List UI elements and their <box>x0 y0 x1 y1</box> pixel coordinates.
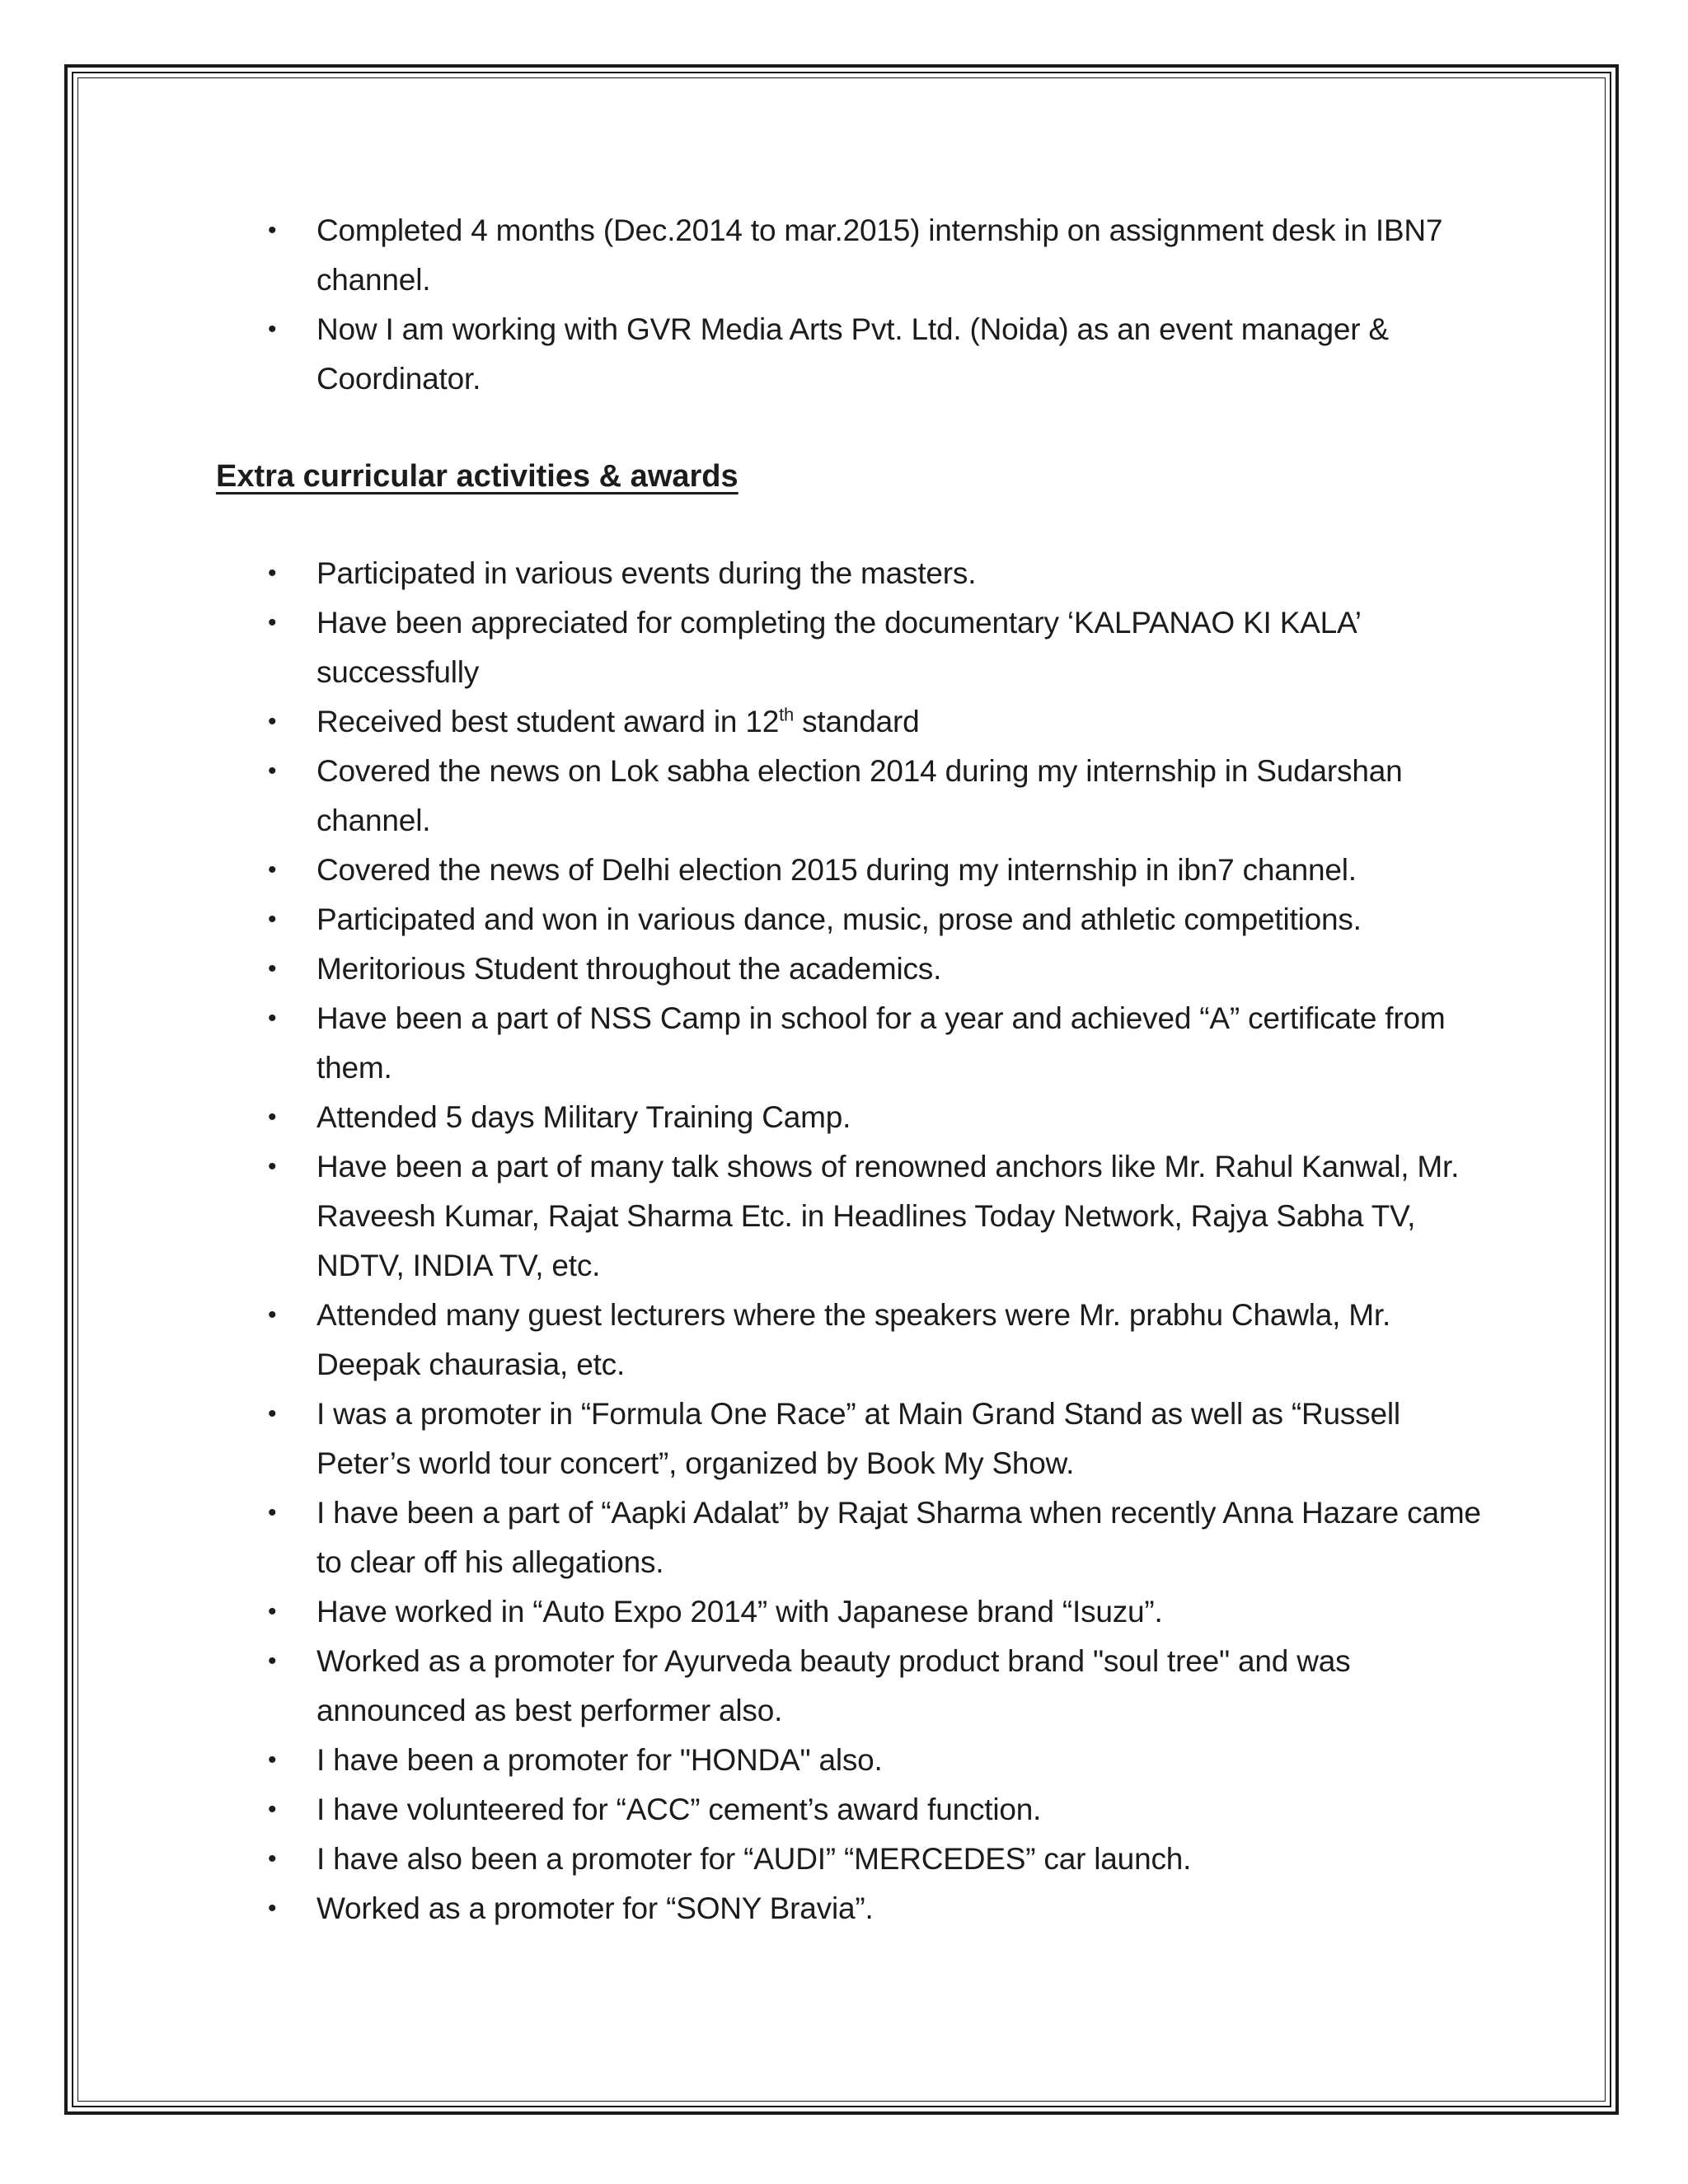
list-item <box>216 1637 1485 1736</box>
list-item-text: Have worked in “Auto Expo 2014” with Japanese brand “Isuzu”. <box>316 1595 1163 1629</box>
bullet-icon: • <box>268 757 277 785</box>
list-item <box>216 1587 1485 1637</box>
list-item-text: Have been a part of many talk shows of renowned anchors like Mr. Rahul Kanwal, Mr. Raveesh Kumar, Rajat Sharma Etc. in Headlines Today Network, Rajya Sabha TV, NDTV, INDIA TV, etc. <box>316 1150 1460 1282</box>
list-item-text: I was a promoter in “Formula One Race” at Main Grand Stand as well as “Russell Peter’s world tour concert”, organized by Book My Show. <box>316 1397 1400 1480</box>
bullet-icon: • <box>268 1895 277 1922</box>
bullet-icon: • <box>268 1153 277 1180</box>
list-item <box>216 206 1485 305</box>
bullet-icon: • <box>268 1104 277 1131</box>
list-item <box>216 1093 1485 1142</box>
list-item <box>216 944 1485 994</box>
bullet-icon: • <box>268 906 277 933</box>
list-item <box>216 1390 1485 1488</box>
bullet-icon: • <box>268 1845 277 1872</box>
bullet-icon: • <box>268 1499 277 1526</box>
list-item <box>216 1142 1485 1291</box>
list-item <box>216 747 1485 846</box>
bullet-icon: • <box>268 708 277 735</box>
ordinal-suffix: th <box>779 704 795 725</box>
list-item-text: Attended many guest lecturers where the speakers were Mr. prabhu Chawla, Mr. Deepak chaurasia, etc. <box>316 1298 1391 1381</box>
bullet-icon: • <box>268 560 277 587</box>
list-item <box>216 1736 1485 1785</box>
bullet-icon: • <box>268 217 277 244</box>
bullet-icon: • <box>268 1647 277 1675</box>
list-item-text: I have volunteered for “ACC” cement’s award function. <box>316 1793 1042 1826</box>
list-item-text: Now I am working with GVR Media Arts Pvt. Ltd. (Noida) as an event manager & Coordinator. <box>316 312 1389 396</box>
list-item-text: I have been a part of “Aapki Adalat” by Rajat Sharma when recently Anna Hazare came to clear off his allegations. <box>316 1496 1481 1579</box>
list-item-text: Participated in various events during the masters. <box>316 556 977 590</box>
list-item-text: Meritorious Student throughout the academics. <box>316 952 942 986</box>
list-item <box>216 1785 1485 1835</box>
bullet-icon: • <box>268 316 277 343</box>
list-item-text: Have been a part of NSS Camp in school for a year and achieved “A” certificate from them. <box>316 1001 1446 1085</box>
list-item-text: Attended 5 days Military Training Camp. <box>316 1100 851 1134</box>
bullet-icon: • <box>268 856 277 883</box>
list-item <box>216 895 1485 944</box>
list-item-text: Completed 4 months (Dec.2014 to mar.2015) internship on assignment desk in IBN7 channel. <box>316 213 1443 297</box>
bullet-icon: • <box>268 1796 277 1823</box>
award-text-before: Received best student award in 12 <box>316 705 780 738</box>
list-item-text: I have been a promoter for "HONDA" also. <box>316 1743 883 1777</box>
list-item <box>216 697 1485 747</box>
list-item <box>216 598 1485 697</box>
list-item-text: Participated and won in various dance, music, prose and athletic competitions. <box>316 902 1362 936</box>
resume-page-content <box>216 206 1485 1933</box>
list-item-text: Covered the news on Lok sabha election 2014 during my internship in Sudarshan channel. <box>316 754 1403 837</box>
list-item <box>216 1488 1485 1587</box>
bullet-icon: • <box>268 1400 277 1427</box>
section-heading: Extra curricular activities & awards <box>216 459 738 494</box>
activities-list <box>216 549 1485 1933</box>
bullet-icon: • <box>268 1746 277 1774</box>
bullet-icon: • <box>268 1301 277 1329</box>
list-item-text: Covered the news of Delhi election 2015 during my internship in ibn7 channel. <box>316 853 1357 887</box>
list-item <box>216 846 1485 895</box>
list-item <box>216 549 1485 598</box>
experience-list <box>216 206 1485 404</box>
bullet-icon: • <box>268 1005 277 1032</box>
bullet-icon: • <box>268 955 277 982</box>
list-item <box>216 1835 1485 1884</box>
list-item-text: Have been appreciated for completing the documentary ‘KALPANAO KI KALA’ successfully <box>316 606 1361 689</box>
bullet-icon: • <box>268 609 277 636</box>
list-item <box>216 1291 1485 1390</box>
list-item <box>216 1884 1485 1933</box>
award-text-after: standard <box>794 705 920 738</box>
list-item <box>216 305 1485 404</box>
list-item-text: Worked as a promoter for Ayurveda beauty product brand "soul tree" and was announced as best performer also. <box>316 1644 1351 1727</box>
bullet-icon: • <box>268 1598 277 1625</box>
list-item <box>216 994 1485 1093</box>
list-item-text: I have also been a promoter for “AUDI” “MERCEDES” car launch. <box>316 1842 1192 1876</box>
list-item-text <box>316 705 920 738</box>
list-item-text: Worked as a promoter for “SONY Bravia”. <box>316 1891 874 1925</box>
